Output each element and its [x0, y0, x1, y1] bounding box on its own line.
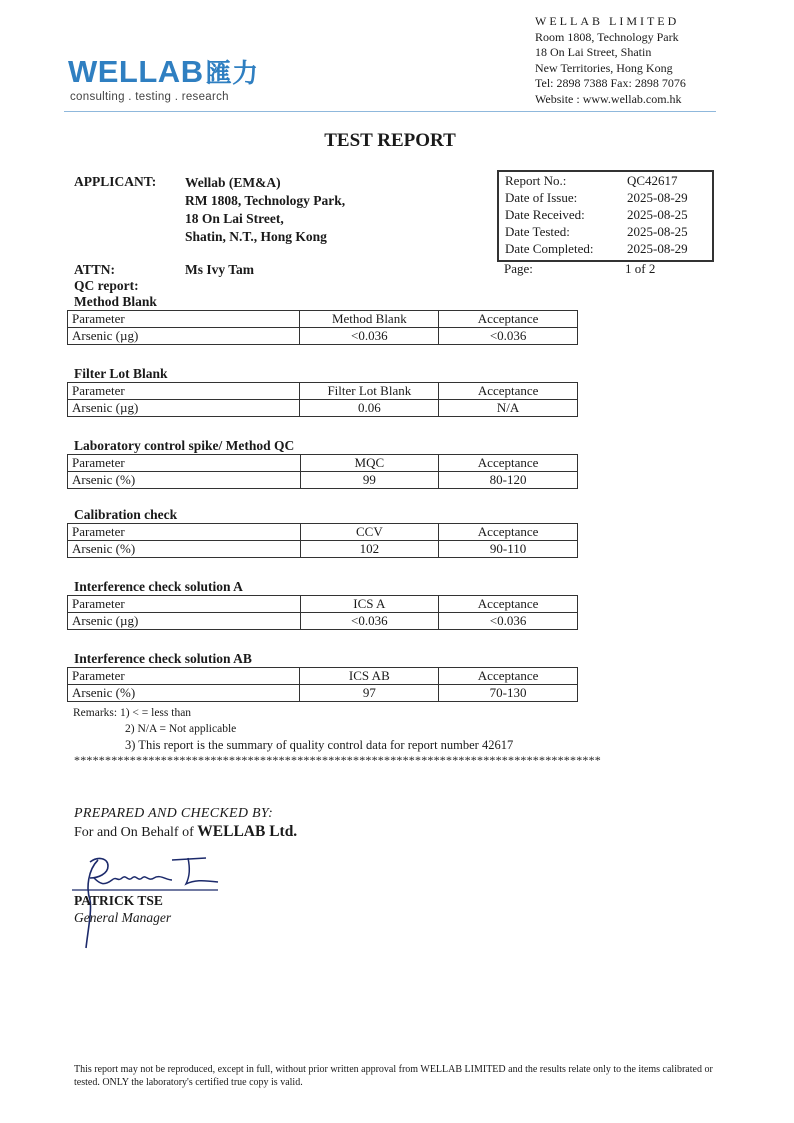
company-name: WELLAB LIMITED: [535, 14, 680, 28]
method-blank-table: [67, 310, 578, 345]
footer-disclaimer: This report may not be reproduced, except in full, without prior written approval from WELLAB LIMITED and the results relate only to the items calibrated or tested. ONLY the laboratory's certified true copy is valid.: [74, 1064, 713, 1088]
header-cell: Acceptance: [439, 383, 578, 400]
applicant-line: RM 1808, Technology Park,: [185, 193, 346, 208]
applicant-label: APPLICANT:: [74, 174, 157, 189]
qc-report-label: QC report:: [74, 278, 139, 293]
header-cell: Parameter: [68, 383, 300, 400]
parameter-cell: Arsenic (µg): [68, 400, 300, 417]
header-cell: Acceptance: [439, 455, 578, 472]
received-date-label: Date Received:: [505, 207, 585, 222]
header-cell: Acceptance: [439, 311, 578, 328]
completed-date-label: Date Completed:: [505, 241, 594, 256]
attn-label: ATTN:: [74, 262, 116, 277]
header-cell: CCV: [300, 524, 439, 541]
address-line: Tel: 2898 7388 Fax: 2898 7076: [535, 76, 686, 90]
remark-line: 2) N/A = Not applicable: [125, 723, 237, 735]
signer-name: PATRICK TSE: [74, 893, 163, 908]
header-cell: Parameter: [68, 668, 300, 685]
table-header-row: [68, 524, 578, 541]
applicant-line: 18 On Lai Street,: [185, 211, 284, 226]
acceptance-cell: <0.036: [439, 328, 578, 345]
result-cell: <0.036: [300, 613, 439, 630]
applicant-line: Wellab (EM&A): [185, 175, 281, 190]
filter-lot-blank-table: [67, 382, 578, 417]
table-row: [68, 400, 578, 417]
prepared-label: PREPARED AND CHECKED BY:: [74, 806, 274, 821]
section-title-filter-lot-blank: Filter Lot Blank: [74, 366, 168, 381]
logo-cjk: 匯力: [205, 59, 259, 89]
table-row: [68, 541, 578, 558]
completed-date-value: 2025-08-29: [627, 241, 688, 256]
header-cell: Parameter: [68, 311, 300, 328]
company-logo: [68, 56, 259, 87]
header-cell: Parameter: [68, 596, 301, 613]
logo-text: WELLAB: [68, 54, 204, 89]
page-label: Page:: [504, 261, 533, 276]
address-line: New Territories, Hong Kong: [535, 60, 673, 75]
report-no-value: QC42617: [627, 173, 678, 188]
logo-tagline: consulting . testing . research: [70, 91, 229, 103]
header-cell: Acceptance: [439, 668, 578, 685]
section-title-ics-ab: Interference check solution AB: [74, 651, 252, 666]
header-cell: Parameter: [68, 455, 301, 472]
address-line: Website : www.wellab.com.hk: [535, 91, 682, 106]
result-cell: <0.036: [300, 328, 439, 345]
attn-value: Ms Ivy Tam: [185, 262, 255, 277]
received-date-value: 2025-08-25: [627, 207, 688, 222]
section-title-method-blank: Method Blank: [74, 294, 157, 309]
result-cell: 102: [300, 541, 439, 558]
tested-date-label: Date Tested:: [505, 224, 570, 239]
table-header-row: [68, 596, 578, 613]
acceptance-cell: 70-130: [439, 685, 578, 702]
issue-date-label: Date of Issue:: [505, 190, 578, 205]
acceptance-cell: N/A: [439, 400, 578, 417]
behalf-company: WELLAB Ltd.: [197, 823, 298, 840]
parameter-cell: Arsenic (µg): [68, 328, 300, 345]
result-cell: 0.06: [300, 400, 439, 417]
header-cell: Acceptance: [439, 596, 578, 613]
applicant-address: [185, 174, 345, 246]
table-row: [68, 685, 578, 702]
acceptance-cell: <0.036: [439, 613, 578, 630]
acceptance-cell: 90-110: [439, 541, 578, 558]
header-divider: [64, 111, 716, 112]
table-row: [68, 328, 578, 345]
parameter-cell: Arsenic (%): [68, 541, 301, 558]
tested-date-value: 2025-08-25: [627, 224, 688, 239]
result-cell: 97: [300, 685, 439, 702]
address-line: Room 1808, Technology Park: [535, 29, 679, 44]
calibration-check-table: [67, 523, 578, 558]
parameter-cell: Arsenic (µg): [68, 613, 301, 630]
method-qc-table: [67, 454, 578, 489]
behalf-line: [74, 823, 297, 841]
company-address-block: [535, 14, 686, 107]
section-title-method-qc: Laboratory control spike/ Method QC: [74, 438, 295, 453]
table-row: [68, 613, 578, 630]
address-line: 18 On Lai Street, Shatin: [535, 45, 652, 59]
divider-asterisks: *************************************************************************************: [74, 753, 601, 767]
report-no-label: Report No.:: [505, 173, 567, 188]
table-header-row: [68, 455, 578, 472]
issue-date-value: 2025-08-29: [627, 190, 688, 205]
header-cell: ICS AB: [300, 668, 439, 685]
header-cell: Acceptance: [439, 524, 578, 541]
table-header-row: [68, 668, 578, 685]
behalf-prefix: For and On Behalf of: [74, 825, 198, 840]
report-title: TEST REPORT: [324, 130, 456, 151]
ics-ab-table: [67, 667, 578, 702]
table-row: [68, 472, 578, 489]
header-cell: ICS A: [300, 596, 439, 613]
header-cell: MQC: [300, 455, 439, 472]
section-title-ics-a: Interference check solution A: [74, 579, 243, 594]
header-cell: Method Blank: [300, 311, 439, 328]
remarks-block: [73, 705, 513, 753]
page-number: 1 of 2: [625, 261, 656, 276]
remark-line: Remarks: 1) < = less than: [73, 707, 192, 719]
signer-title: General Manager: [74, 910, 172, 925]
parameter-cell: Arsenic (%): [68, 685, 300, 702]
table-header-row: [68, 383, 578, 400]
report-info-box: [497, 170, 714, 262]
applicant-line: Shatin, N.T., Hong Kong: [185, 229, 327, 244]
remark-line: 3) This report is the summary of quality control data for report number 42617: [125, 738, 514, 752]
parameter-cell: Arsenic (%): [68, 472, 301, 489]
result-cell: 99: [300, 472, 439, 489]
acceptance-cell: 80-120: [439, 472, 578, 489]
ics-a-table: [67, 595, 578, 630]
section-title-calibration-check: Calibration check: [74, 507, 178, 522]
table-header-row: [68, 311, 578, 328]
header-cell: Filter Lot Blank: [300, 383, 439, 400]
header-cell: Parameter: [68, 524, 301, 541]
